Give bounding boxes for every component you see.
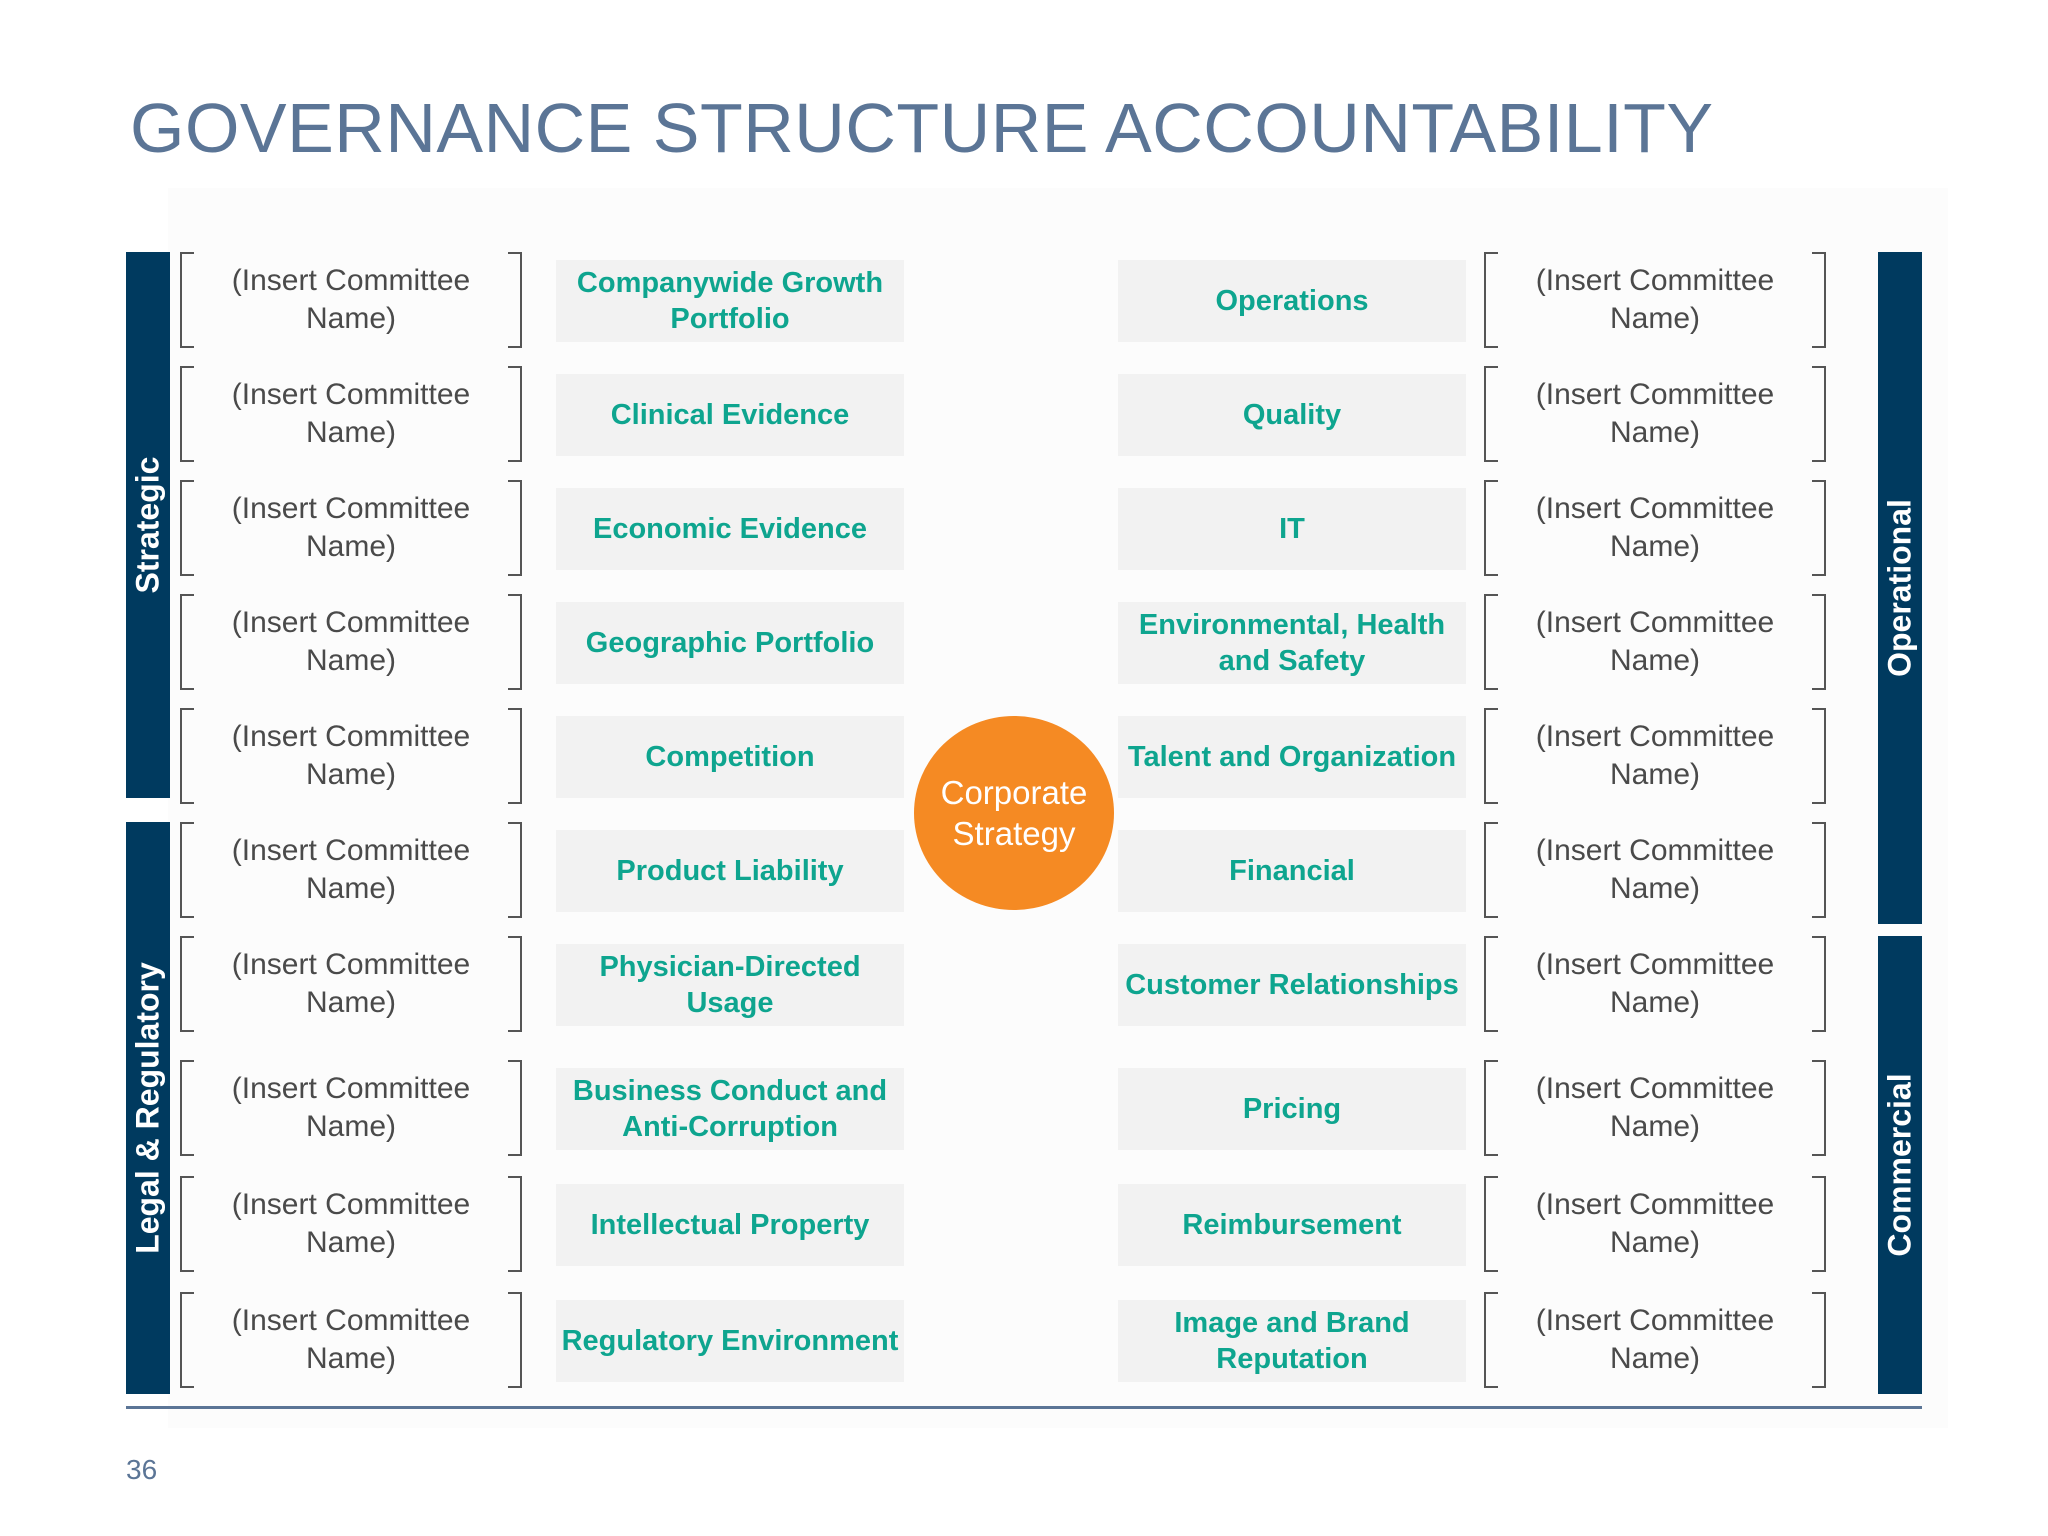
right-accountability-area xyxy=(1118,830,1466,912)
area-label: Competition xyxy=(645,741,815,773)
right-committee xyxy=(1484,1176,1826,1272)
bracket-left xyxy=(1484,1060,1498,1156)
committee-name: (Insert Committee Name) xyxy=(1535,606,1775,677)
right-committee xyxy=(1484,1060,1826,1156)
committee-name: (Insert Committee Name) xyxy=(231,948,471,1019)
left-accountability-area xyxy=(556,1184,904,1266)
area-label: Operations xyxy=(1215,285,1369,317)
corporate-strategy-circle xyxy=(914,716,1114,910)
page-title: GOVERNANCE STRUCTURE ACCOUNTABILITY xyxy=(130,89,1714,167)
left-committee xyxy=(180,252,522,348)
sidebar-legal-regulatory xyxy=(126,822,170,1394)
left-committee xyxy=(180,822,522,918)
bracket-left xyxy=(1484,252,1498,348)
right-accountability-area xyxy=(1118,260,1466,342)
bracket-right xyxy=(508,1176,522,1272)
left-accountability-area xyxy=(556,716,904,798)
right-accountability-area xyxy=(1118,944,1466,1026)
right-accountability-area xyxy=(1118,488,1466,570)
bracket-right xyxy=(508,1292,522,1388)
bracket-left xyxy=(1484,708,1498,804)
committee-name: (Insert Committee Name) xyxy=(1535,948,1775,1019)
bracket-right xyxy=(1812,822,1826,918)
area-label: IT xyxy=(1279,513,1305,545)
bracket-left xyxy=(1484,1176,1498,1272)
bracket-right xyxy=(1812,480,1826,576)
bracket-left xyxy=(180,1060,194,1156)
bracket-left xyxy=(1484,936,1498,1032)
area-label: Intellectual Property xyxy=(590,1209,870,1241)
sidebar-commercial xyxy=(1878,936,1922,1394)
bracket-left xyxy=(180,936,194,1032)
committee-name: (Insert Committee Name) xyxy=(1535,1072,1775,1143)
right-committee xyxy=(1484,822,1826,918)
committee-name: (Insert Committee Name) xyxy=(231,1188,471,1259)
bracket-left xyxy=(180,708,194,804)
right-accountability-area xyxy=(1118,1184,1466,1266)
bracket-right xyxy=(508,252,522,348)
right-accountability-area xyxy=(1118,716,1466,798)
sidebar-commercial-label: Commercial xyxy=(1881,1073,1918,1257)
committee-name: (Insert Committee Name) xyxy=(1535,1304,1775,1375)
sidebar-operational-label: Operational xyxy=(1881,499,1918,677)
left-accountability-area xyxy=(556,1068,904,1150)
bracket-left xyxy=(1484,366,1498,462)
area-label: Business Conduct and Anti-Corruption xyxy=(572,1075,888,1143)
bracket-left xyxy=(1484,594,1498,690)
bracket-left xyxy=(1484,1292,1498,1388)
right-accountability-area xyxy=(1118,1300,1466,1382)
right-accountability-area xyxy=(1118,1068,1466,1150)
committee-name: (Insert Committee Name) xyxy=(1535,720,1775,791)
bracket-left xyxy=(180,594,194,690)
left-committee xyxy=(180,708,522,804)
left-accountability-area xyxy=(556,1300,904,1382)
committee-name: (Insert Committee Name) xyxy=(231,378,471,449)
area-label: Image and Brand Reputation xyxy=(1174,1307,1410,1375)
right-accountability-area xyxy=(1118,374,1466,456)
area-label: Companywide Growth Portfolio xyxy=(576,267,884,335)
area-label: Customer Relationships xyxy=(1125,969,1459,1001)
committee-name: (Insert Committee Name) xyxy=(231,720,471,791)
left-accountability-area xyxy=(556,602,904,684)
area-label: Geographic Portfolio xyxy=(585,627,875,659)
area-label: Economic Evidence xyxy=(593,513,867,545)
bracket-left xyxy=(1484,822,1498,918)
right-committee xyxy=(1484,936,1826,1032)
bracket-right xyxy=(1812,1292,1826,1388)
page-number: 36 xyxy=(126,1454,158,1485)
left-committee xyxy=(180,366,522,462)
bracket-left xyxy=(180,366,194,462)
left-accountability-area xyxy=(556,830,904,912)
sidebar-strategic xyxy=(126,252,170,798)
bracket-left xyxy=(180,480,194,576)
right-committee xyxy=(1484,1292,1826,1388)
bracket-right xyxy=(1812,936,1826,1032)
right-committee xyxy=(1484,708,1826,804)
bracket-right xyxy=(1812,1060,1826,1156)
area-label: Financial xyxy=(1229,855,1355,887)
corporate-strategy-label: Corporate Strategy xyxy=(940,774,1088,852)
area-label: Physician-Directed Usage xyxy=(599,951,861,1019)
area-label: Quality xyxy=(1242,399,1342,431)
left-committee xyxy=(180,480,522,576)
area-label: Product Liability xyxy=(616,855,844,887)
left-committee xyxy=(180,1292,522,1388)
committee-name: (Insert Committee Name) xyxy=(1535,834,1775,905)
sidebar-operational xyxy=(1878,252,1922,924)
bracket-right xyxy=(508,708,522,804)
area-label: Pricing xyxy=(1242,1093,1342,1125)
right-committee xyxy=(1484,594,1826,690)
left-committee xyxy=(180,1060,522,1156)
right-committee xyxy=(1484,480,1826,576)
bracket-left xyxy=(180,1292,194,1388)
left-accountability-area xyxy=(556,260,904,342)
bracket-right xyxy=(508,366,522,462)
bracket-left xyxy=(180,822,194,918)
area-label: Environmental, Health and Safety xyxy=(1138,609,1446,677)
bracket-right xyxy=(508,594,522,690)
committee-name: (Insert Committee Name) xyxy=(1535,492,1775,563)
bracket-right xyxy=(508,936,522,1032)
bracket-right xyxy=(508,1060,522,1156)
bracket-right xyxy=(1812,1176,1826,1272)
area-label: Talent and Organization xyxy=(1127,741,1457,773)
committee-name: (Insert Committee Name) xyxy=(1535,264,1775,335)
committee-name: (Insert Committee Name) xyxy=(1535,1188,1775,1259)
bracket-right xyxy=(1812,366,1826,462)
right-committee xyxy=(1484,252,1826,348)
bracket-right xyxy=(508,822,522,918)
bracket-left xyxy=(180,252,194,348)
bracket-right xyxy=(508,480,522,576)
bottom-divider xyxy=(126,1406,1922,1409)
committee-name: (Insert Committee Name) xyxy=(231,264,471,335)
right-accountability-area xyxy=(1118,602,1466,684)
committee-name: (Insert Committee Name) xyxy=(231,492,471,563)
left-committee xyxy=(180,936,522,1032)
bracket-right xyxy=(1812,708,1826,804)
left-accountability-area xyxy=(556,488,904,570)
left-accountability-area xyxy=(556,944,904,1026)
bracket-right xyxy=(1812,594,1826,690)
left-committee xyxy=(180,1176,522,1272)
committee-name: (Insert Committee Name) xyxy=(231,606,471,677)
left-accountability-area xyxy=(556,374,904,456)
bracket-left xyxy=(1484,480,1498,576)
area-label: Regulatory Environment xyxy=(561,1325,899,1357)
committee-name: (Insert Committee Name) xyxy=(231,834,471,905)
area-label: Reimbursement xyxy=(1182,1209,1402,1241)
right-committee xyxy=(1484,366,1826,462)
sidebar-legal-label: Legal & Regulatory xyxy=(129,962,166,1254)
area-label: Clinical Evidence xyxy=(610,399,850,431)
committee-name: (Insert Committee Name) xyxy=(1535,378,1775,449)
left-committee xyxy=(180,594,522,690)
committee-name: (Insert Committee Name) xyxy=(231,1072,471,1143)
committee-name: (Insert Committee Name) xyxy=(231,1304,471,1375)
bracket-left xyxy=(180,1176,194,1272)
sidebar-strategic-label: Strategic xyxy=(129,456,166,594)
bracket-right xyxy=(1812,252,1826,348)
